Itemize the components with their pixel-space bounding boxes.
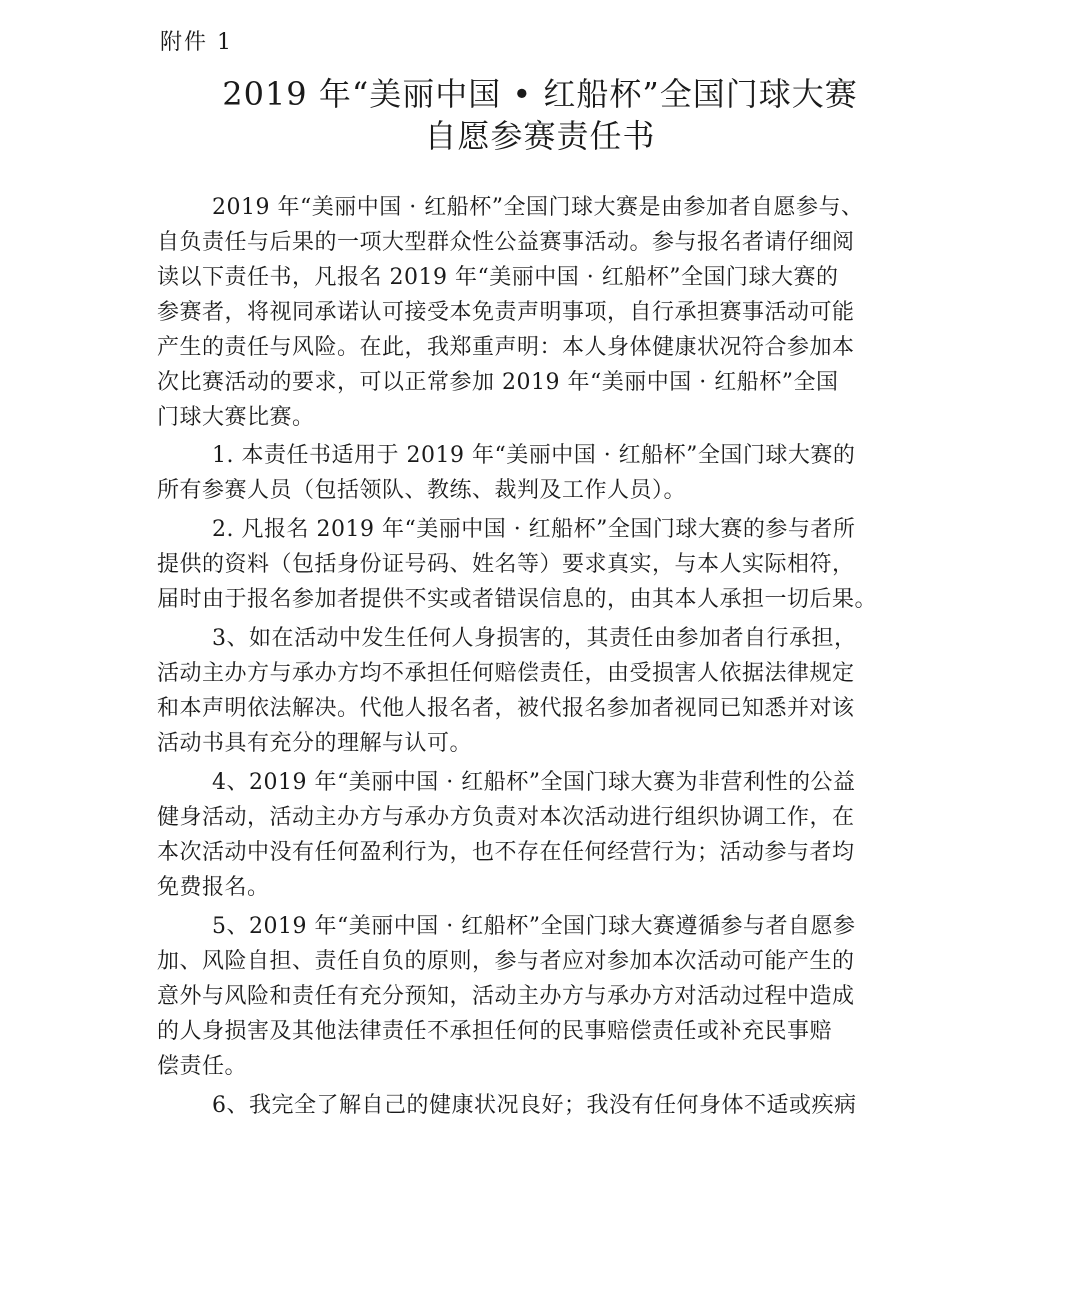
text-line: 6、我完全了解自己的健康状况良好；我没有任何身体不适或疾病 <box>212 1093 857 1118</box>
paragraph-item-2 <box>157 512 957 617</box>
text-line: 意外与风险和责任有充分预知，活动主办方与承办方对活动过程中造成 <box>157 984 855 1009</box>
text-line: 届时由于报名参加者提供不实或者错误信息的，由其本人承担一切后果。 <box>157 587 878 612</box>
text-line: 5、2019 年“美丽中国 · 红船杯”全国门球大赛遵循参与者自愿参 <box>212 914 856 939</box>
text-line: 加、风险自担、责任自负的原则，参与者应对参加本次活动可能产生的 <box>157 949 855 974</box>
paragraph-item-6 <box>157 1088 957 1123</box>
text-line: 活动书具有充分的理解与认可。 <box>157 731 473 756</box>
text-line: 的人身损害及其他法律责任不承担任何的民事赔偿责任或补充民事赔 <box>157 1019 833 1044</box>
paragraph-item-1 <box>157 438 957 508</box>
text-line: 产生的责任与风险。在此，我郑重声明：本人身体健康状况符合参加本 <box>157 335 855 360</box>
text-line: 3、如在活动中发生任何人身损害的，其责任由参加者自行承担， <box>212 626 857 651</box>
text-line: 本次活动中没有任何盈利行为，也不存在任何经营行为；活动参与者均 <box>157 840 855 865</box>
text-line: 偿责任。 <box>157 1054 248 1079</box>
text-line: 自负责任与后果的一项大型群众性公益赛事活动。参与报名者请仔细阅 <box>157 230 855 255</box>
text-line: 2. 凡报名 2019 年“美丽中国 · 红船杯”全国门球大赛的参与者所 <box>212 517 856 542</box>
text-line: 次比赛活动的要求，可以正常参加 2019 年“美丽中国 · 红船杯”全国 <box>157 370 839 395</box>
text-line: 2019 年“美丽中国 · 红船杯”全国门球大赛是由参加者自愿参与、 <box>212 195 864 220</box>
paragraph-item-5 <box>157 909 957 1084</box>
text-line: 门球大赛比赛。 <box>157 405 315 430</box>
paragraph-item-3 <box>157 621 957 761</box>
text-line: 免费报名。 <box>157 875 270 900</box>
document-body <box>157 190 957 1123</box>
document-title-line-1: 2019 年“美丽中国 • 红船杯”全国门球大赛 <box>222 75 858 113</box>
text-line: 4、2019 年“美丽中国 · 红船杯”全国门球大赛为非营利性的公益 <box>212 770 856 795</box>
text-line: 提供的资料（包括身份证号码、姓名等）要求真实，与本人实际相符， <box>157 552 855 577</box>
text-line: 参赛者，将视同承诺认可接受本免责声明事项，自行承担赛事活动可能 <box>157 300 855 325</box>
paragraph-item-4 <box>157 765 957 905</box>
text-line: 和本声明依法解决。代他人报名者，被代报名参加者视同已知悉并对该 <box>157 696 855 721</box>
attachment-label: 附件 1 <box>160 30 233 55</box>
text-line: 1. 本责任书适用于 2019 年“美丽中国 · 红船杯”全国门球大赛的 <box>212 443 856 468</box>
document-title-line-2: 自愿参赛责任书 <box>424 117 656 155</box>
text-line: 所有参赛人员（包括领队、教练、裁判及工作人员）。 <box>157 478 687 503</box>
text-line: 健身活动，活动主办方与承办方负责对本次活动进行组织协调工作，在 <box>157 805 855 830</box>
text-line: 活动主办方与承办方均不承担任何赔偿责任，由受损害人依据法律规定 <box>157 661 855 686</box>
paragraph-intro <box>157 190 957 435</box>
text-line: 读以下责任书，凡报名 2019 年“美丽中国 · 红船杯”全国门球大赛的 <box>157 265 839 290</box>
